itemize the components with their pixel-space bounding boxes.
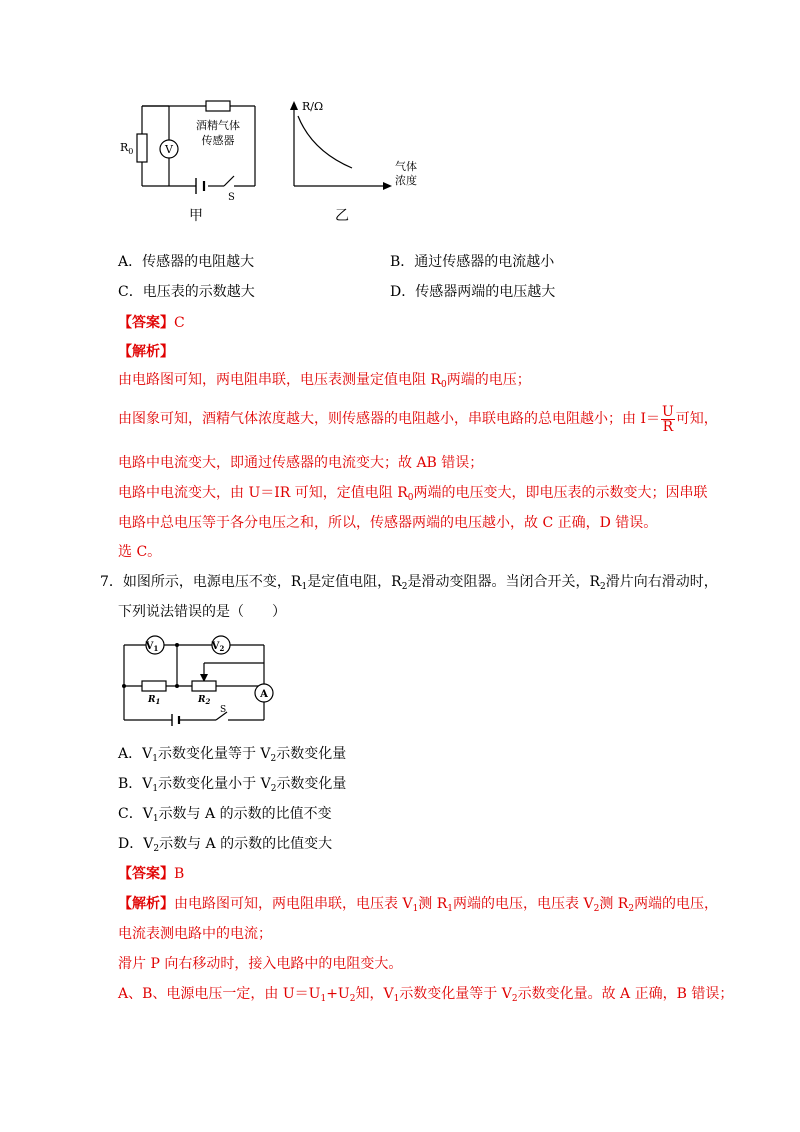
caption-jia: 甲 (189, 208, 203, 224)
q7-analysis-line-3: 滑片 P 向右移动时，接入电路中的电阻变大。 (118, 956, 403, 972)
r0-resistor (137, 134, 147, 162)
ohm-law-fraction: $\frac{U}{R}$ (661, 403, 674, 435)
q7-circuit (116, 630, 276, 726)
q6-option-b: B．通过传感器的电流越小 (390, 254, 555, 270)
y-axis-arrow-icon (290, 101, 298, 110)
q6-analysis-label: 【解析】 (118, 344, 174, 360)
switch-label: S (228, 192, 235, 203)
figure-jia-circuit (112, 96, 262, 226)
q6-answer: 【答案】C (118, 315, 185, 331)
x-axis-label-2: 浓度 (395, 174, 417, 187)
q6-analysis-line-6: 选 C。 (118, 544, 162, 560)
caption-yi: 乙 (335, 208, 349, 224)
x-axis-label-1: 气体 (395, 160, 417, 173)
sensor-label-2: 传感器 (201, 134, 235, 147)
q6-option-c: C．电压表的示数越大 (118, 284, 255, 300)
r0-label: $R_0$ (120, 141, 134, 156)
sensor-resistor (206, 101, 230, 111)
q7-option-d: D．$V_2$示数与 A 的示数的比值变大 (118, 836, 333, 854)
q6-analysis-line-1: 由电路图可知，两电阻串联，电压表测量定值电阻 $R_0$两端的电压； (118, 372, 531, 390)
r1-resistor (142, 681, 166, 691)
q7-stem-line-1: 7．如图所示，电源电压不变，$R_1$是定值电阻，$R_2$是滑动变阻器。当闭合开关，$R_2$滑片向右滑动时， (100, 574, 718, 592)
q6-option-a: A．传感器的电阻越大 (118, 254, 255, 270)
q7-analysis-line-2: 电流表测电路中的电流； (118, 926, 272, 942)
q7-option-c: C．$V_1$示数与 A 的示数的比值不变 (118, 806, 332, 824)
q6-analysis-line-3: 电路中电流变大，即通过传感器的电流变大；故 AB 错误； (118, 455, 484, 471)
sensor-label-1: 酒精气体 (196, 119, 240, 132)
q6-option-d: D．传感器两端的电压越大 (390, 284, 556, 300)
y-axis-label: R/Ω (302, 100, 324, 113)
q7-option-b: B．$V_1$示数变化量小于 $V_2$示数变化量 (118, 776, 347, 794)
r2-resistor (192, 681, 216, 691)
voltmeter-label: V (165, 143, 173, 156)
q6-analysis-line-5: 电路中总电压等于各分电压之和，所以，传感器两端的电压越小，故 C 正确，D 错误。 (118, 515, 658, 531)
q7-answer: 【答案】B (118, 866, 185, 882)
v2-label: $V_2$ (211, 641, 225, 653)
x-axis-arrow-icon (383, 182, 392, 190)
v1-label: $V_1$ (145, 641, 159, 653)
switch-label: S (220, 705, 227, 715)
r1-label: $R_1$ (148, 695, 161, 706)
q7-analysis-line-4: A、B、电源电压一定，由 $U=U_1+U_2$知，$V_1$示数变化量等于 $V_2$示数变化量。故 A 正确，B 错误； (118, 986, 734, 1004)
ammeter-label: A (260, 689, 268, 700)
q7-option-a: A．$V_1$示数变化量等于 $V_2$示数变化量 (118, 746, 347, 764)
figure-yi-graph (282, 96, 432, 226)
q6-analysis-line-2: 由图象可知，酒精气体浓度越大，则传感器的电阻越小，串联电路的总电阻越小；由 I＝ $\frac{U}{R}$ 可知， (118, 403, 718, 435)
q6-analysis-line-4: 电路中电流变大，由 U＝IR 可知，定值电阻 $R_0$两端的电压变大，即电压表的示数变大；因串联 (118, 485, 708, 503)
r2-label: $R_2$ (198, 695, 211, 706)
q7-stem-line-2: 下列说法错误的是（ ） (118, 604, 286, 620)
q7-analysis-line-1: 【解析】由电路图可知，两电阻串联，电压表 $V_1$测 $R_1$两端的电压，电压表 $V_2$测 $R_2$两端的电压， (118, 896, 719, 914)
